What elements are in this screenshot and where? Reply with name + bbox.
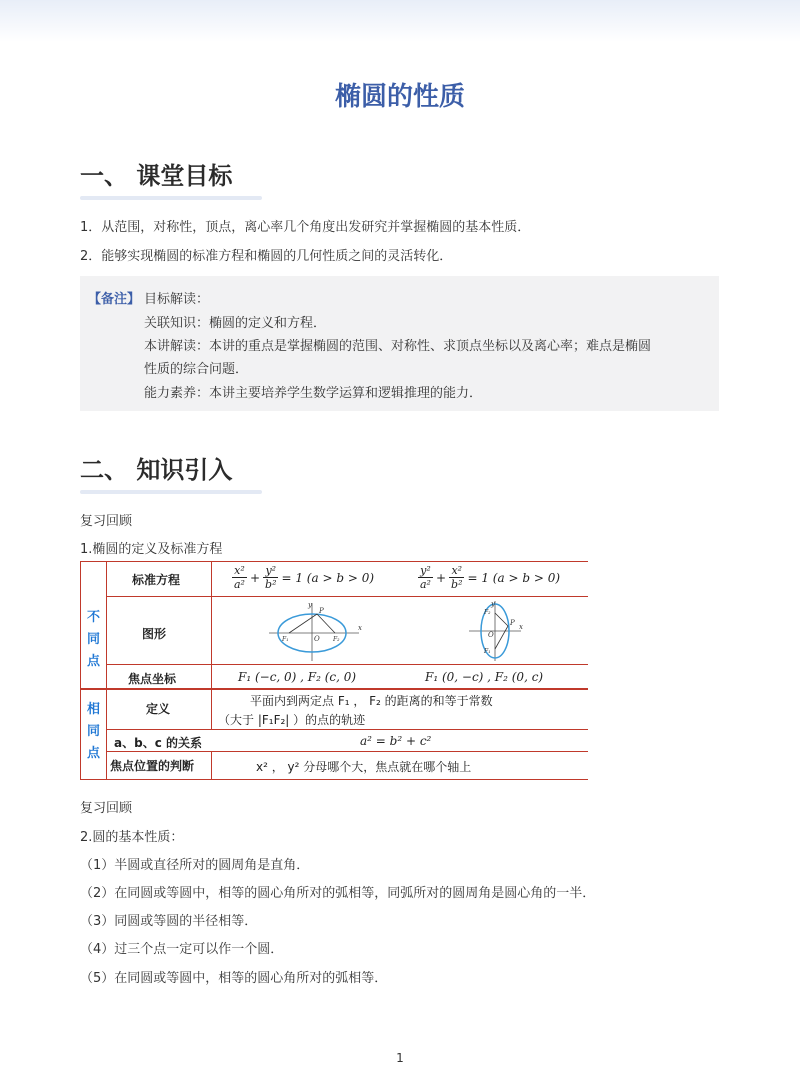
row-header-definition: 定义	[146, 702, 171, 716]
section-underline	[80, 490, 262, 494]
svg-text:F₂: F₂	[484, 609, 491, 616]
row-header-relation: a、b、c 的关系	[114, 736, 202, 750]
svg-text:x: x	[519, 623, 523, 631]
note-line: 本讲解读：本讲的重点是掌握椭圆的范围、对称性、求顶点坐标以及离心率；难点是椭圆	[144, 339, 652, 354]
note-line: 性质的综合问题．	[144, 362, 249, 377]
svg-text:y: y	[491, 600, 495, 608]
equation-vertical: $\frac{\text{y²}}{\text{a²}}$ + $\frac{\text{x²}}{\text{b²}}$ = 1 (a > b > 0)	[420, 564, 561, 591]
objective-item: 1．从范围，对称性，顶点，离心率几个角度出发研究并掌握椭圆的基本性质．	[80, 220, 531, 235]
equation-horizontal: $\frac{\text{x²}}{\text{a²}}$ + $\frac{\text{y²}}{\text{b²}}$ = 1 (a > b > 0)	[234, 564, 375, 591]
svg-text:y: y	[308, 601, 312, 609]
focus-position-rule: x² ， y² 分母哪个大，焦点就在哪个轴上	[256, 760, 472, 774]
review-label: 复习回顾	[80, 801, 133, 816]
abc-relation: a² = b² + c²	[360, 734, 432, 748]
row-header-figure: 图形	[142, 627, 167, 641]
svg-text:F₁: F₁	[282, 636, 289, 643]
note-line: 能力素养：本讲主要培养学生数学运算和逻辑推理的能力．	[144, 386, 483, 401]
ellipse-figure-vertical	[465, 599, 525, 663]
group-label-different: 不 同 点	[87, 610, 101, 669]
review-item: 2.圆的基本性质：	[80, 830, 184, 845]
document-title: 椭圆的性质	[334, 82, 465, 112]
circle-property: （4）过三个点一定可以作一个圆．	[80, 942, 284, 957]
svg-text:F₂: F₂	[333, 636, 340, 643]
definition-text: （大于 |F₁F₂| ）的点的轨迹	[218, 713, 366, 727]
review-item: 1.椭圆的定义及标准方程	[80, 542, 223, 557]
note-line: 关联知识：椭圆的定义和方程．	[144, 316, 327, 331]
review-label: 复习回顾	[80, 514, 133, 529]
circle-property: （3）同圆或等圆的半径相等．	[80, 914, 258, 929]
circle-property: （2）在同圆或等圆中，相等的圆心角所对的弧相等，同弧所对的圆周角是圆心角的一半．	[80, 886, 596, 901]
svg-text:F₁: F₁	[484, 648, 491, 655]
ellipse-figure-horizontal	[265, 599, 365, 663]
svg-text:P: P	[510, 619, 515, 627]
row-header-position: 焦点位置的判断	[110, 759, 195, 773]
definition-text: 平面内到两定点 F₁ ， F₂ 的距离的和等于常数	[250, 694, 493, 708]
note-line: 目标解读：	[144, 292, 210, 307]
circle-property: （1）半圆或直径所对的圆周角是直角．	[80, 858, 310, 873]
svg-text:x: x	[358, 624, 362, 632]
circle-property: （5）在同圆或等圆中，相等的圆心角所对的弧相等．	[80, 971, 388, 986]
svg-text:O: O	[488, 631, 494, 639]
note-box	[80, 276, 719, 411]
row-header-focus: 焦点坐标	[128, 672, 177, 686]
section-underline	[80, 196, 262, 200]
header-band	[0, 0, 800, 42]
section-heading-intro: 二、 知识引入	[80, 456, 233, 484]
section-heading-objectives: 一、 课堂目标	[80, 162, 233, 190]
note-tag: 【备注】	[88, 292, 141, 307]
focus-coordinates-horizontal: F₁ (−c, 0) , F₂ (c, 0)	[238, 670, 357, 684]
group-label-same: 相 同 点	[87, 702, 101, 761]
objective-item: 2．能够实现椭圆的标准方程和椭圆的几何性质之间的灵活转化．	[80, 249, 453, 264]
focus-coordinates-vertical: F₁ (0, −c) , F₂ (0, c)	[425, 670, 544, 684]
ellipse-comparison-table	[80, 561, 588, 780]
page-number: 1	[396, 1051, 404, 1065]
svg-text:O: O	[314, 635, 320, 643]
svg-text:P: P	[319, 607, 324, 615]
row-header-equation: 标准方程	[132, 573, 181, 587]
